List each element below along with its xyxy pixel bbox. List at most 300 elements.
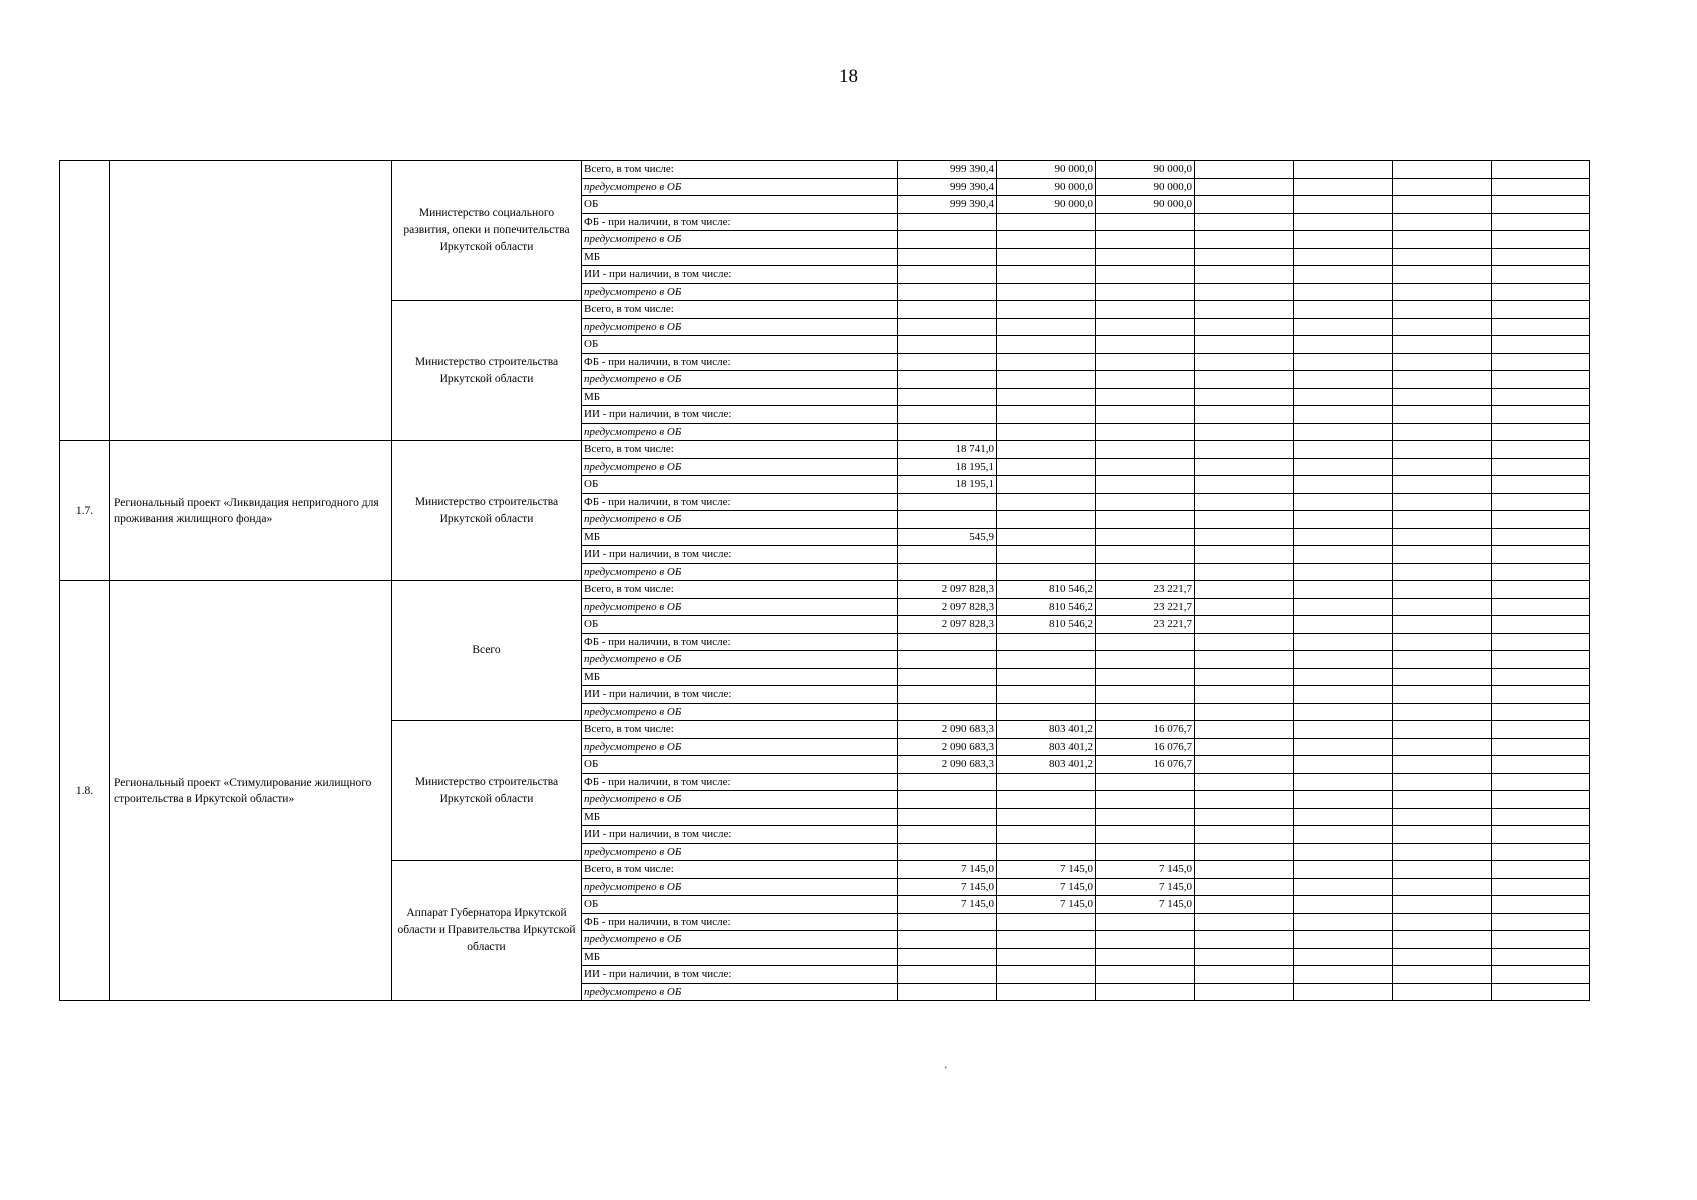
value-cell (1096, 318, 1195, 336)
value-cell (1294, 721, 1393, 739)
value-cell (1096, 546, 1195, 564)
value-cell (1096, 493, 1195, 511)
value-cell (1096, 931, 1195, 949)
value-cell (1294, 808, 1393, 826)
value-cell (1393, 476, 1492, 494)
value-cell (1393, 161, 1492, 179)
funding-source: предусмотрено в ОБ (582, 598, 898, 616)
value-cell: 16 076,7 (1096, 721, 1195, 739)
value-cell (1294, 283, 1393, 301)
funding-source: ОБ (582, 196, 898, 214)
value-cell (1195, 563, 1294, 581)
value-cell (1294, 248, 1393, 266)
value-cell (997, 808, 1096, 826)
value-cell: 2 097 828,3 (898, 581, 997, 599)
funding-source: МБ (582, 528, 898, 546)
value-cell (1195, 861, 1294, 879)
value-cell: 2 097 828,3 (898, 598, 997, 616)
value-cell (997, 826, 1096, 844)
value-cell (997, 371, 1096, 389)
value-cell (997, 913, 1096, 931)
value-cell (997, 983, 1096, 1001)
value-cell (1195, 406, 1294, 424)
funding-source: предусмотрено в ОБ (582, 983, 898, 1001)
funding-source: ИИ - при наличии, в том числе: (582, 406, 898, 424)
funding-source: предусмотрено в ОБ (582, 283, 898, 301)
funding-source: ФБ - при наличии, в том числе: (582, 773, 898, 791)
value-cell (1393, 616, 1492, 634)
project-name (110, 161, 392, 441)
value-cell (1492, 738, 1590, 756)
funding-source: ОБ (582, 336, 898, 354)
value-cell (1492, 301, 1590, 319)
value-cell (1195, 651, 1294, 669)
value-cell (1492, 388, 1590, 406)
value-cell (997, 563, 1096, 581)
funding-source: предусмотрено в ОБ (582, 843, 898, 861)
value-cell: 2 097 828,3 (898, 616, 997, 634)
value-cell (1096, 983, 1195, 1001)
value-cell: 90 000,0 (997, 178, 1096, 196)
value-cell (1195, 528, 1294, 546)
value-cell (1393, 931, 1492, 949)
value-cell (1096, 808, 1195, 826)
value-cell (1294, 371, 1393, 389)
value-cell (1195, 983, 1294, 1001)
value-cell (898, 388, 997, 406)
value-cell (1096, 948, 1195, 966)
value-cell (1195, 283, 1294, 301)
value-cell (1492, 458, 1590, 476)
value-cell (1096, 458, 1195, 476)
funding-source: ФБ - при наличии, в том числе: (582, 353, 898, 371)
value-cell (997, 931, 1096, 949)
value-cell (1393, 283, 1492, 301)
value-cell: 810 546,2 (997, 616, 1096, 634)
value-cell (898, 563, 997, 581)
value-cell (1096, 213, 1195, 231)
value-cell (1393, 301, 1492, 319)
budget-table (59, 160, 1590, 1001)
funding-source: предусмотрено в ОБ (582, 651, 898, 669)
value-cell (1492, 616, 1590, 634)
value-cell (1393, 983, 1492, 1001)
funding-source: предусмотрено в ОБ (582, 318, 898, 336)
value-cell (898, 948, 997, 966)
value-cell (1294, 598, 1393, 616)
value-cell (1492, 546, 1590, 564)
value-cell (898, 931, 997, 949)
value-cell (1294, 388, 1393, 406)
value-cell (997, 318, 1096, 336)
value-cell (1393, 511, 1492, 529)
value-cell (1195, 423, 1294, 441)
funding-source: МБ (582, 808, 898, 826)
value-cell (1492, 878, 1590, 896)
executor-name: Аппарат Губернатора Иркутской области и Правительства Иркутской области (392, 861, 582, 1001)
value-cell (1195, 248, 1294, 266)
value-cell (1393, 948, 1492, 966)
value-cell (1096, 528, 1195, 546)
value-cell (1294, 318, 1393, 336)
value-cell (1294, 493, 1393, 511)
value-cell (1195, 791, 1294, 809)
value-cell (1195, 213, 1294, 231)
value-cell (1393, 371, 1492, 389)
value-cell (1195, 668, 1294, 686)
funding-source: Всего, в том числе: (582, 721, 898, 739)
value-cell (997, 966, 1096, 984)
value-cell (1492, 861, 1590, 879)
value-cell (1492, 266, 1590, 284)
value-cell (1294, 878, 1393, 896)
value-cell (1195, 371, 1294, 389)
executor-name: Министерство строительства Иркутской области (392, 301, 582, 441)
funding-source: Всего, в том числе: (582, 161, 898, 179)
table-row (60, 161, 1590, 179)
executor-name: Министерство строительства Иркутской области (392, 441, 582, 581)
value-cell (997, 493, 1096, 511)
value-cell (1294, 511, 1393, 529)
value-cell (898, 791, 997, 809)
row-number: 1.8. (60, 581, 110, 1001)
value-cell (1294, 773, 1393, 791)
value-cell: 90 000,0 (997, 161, 1096, 179)
value-cell (1294, 756, 1393, 774)
value-cell (1195, 476, 1294, 494)
value-cell (1195, 336, 1294, 354)
value-cell (1195, 493, 1294, 511)
value-cell (997, 458, 1096, 476)
value-cell (1096, 686, 1195, 704)
page-number: 18 (839, 66, 858, 87)
project-name: Региональный проект «Ликвидация непригодного для проживания жилищного фонда» (110, 441, 392, 581)
value-cell (1294, 178, 1393, 196)
value-cell: 7 145,0 (1096, 861, 1195, 879)
value-cell (1195, 686, 1294, 704)
value-cell (1492, 703, 1590, 721)
value-cell (1492, 196, 1590, 214)
value-cell (997, 248, 1096, 266)
value-cell (898, 336, 997, 354)
value-cell (1492, 791, 1590, 809)
value-cell (1294, 476, 1393, 494)
value-cell: 2 090 683,3 (898, 756, 997, 774)
value-cell (1492, 721, 1590, 739)
value-cell (1492, 756, 1590, 774)
value-cell: 999 390,4 (898, 196, 997, 214)
funding-source: предусмотрено в ОБ (582, 511, 898, 529)
funding-source: предусмотрено в ОБ (582, 878, 898, 896)
value-cell (1195, 773, 1294, 791)
value-cell (1393, 703, 1492, 721)
value-cell (1393, 651, 1492, 669)
value-cell (1492, 966, 1590, 984)
value-cell (1294, 966, 1393, 984)
value-cell (1195, 546, 1294, 564)
value-cell (997, 948, 1096, 966)
value-cell (1096, 826, 1195, 844)
value-cell (1294, 528, 1393, 546)
value-cell (1393, 231, 1492, 249)
value-cell (1195, 301, 1294, 319)
value-cell (898, 983, 997, 1001)
stray-mark: ` (939, 1064, 949, 1078)
value-cell: 7 145,0 (1096, 878, 1195, 896)
funding-source: ФБ - при наличии, в том числе: (582, 913, 898, 931)
funding-source: предусмотрено в ОБ (582, 371, 898, 389)
value-cell (997, 476, 1096, 494)
value-cell (1294, 353, 1393, 371)
value-cell (1294, 458, 1393, 476)
value-cell (1096, 703, 1195, 721)
executor-name: Министерство социального развития, опеки и попечительства Иркутской области (392, 161, 582, 301)
value-cell: 810 546,2 (997, 598, 1096, 616)
value-cell (1492, 913, 1590, 931)
value-cell (898, 826, 997, 844)
value-cell (1096, 336, 1195, 354)
value-cell (1492, 248, 1590, 266)
value-cell (898, 213, 997, 231)
value-cell (1492, 528, 1590, 546)
value-cell (1492, 948, 1590, 966)
funding-source: предусмотрено в ОБ (582, 931, 898, 949)
value-cell (1294, 651, 1393, 669)
value-cell (1195, 721, 1294, 739)
value-cell (1492, 983, 1590, 1001)
value-cell (1294, 913, 1393, 931)
value-cell (1096, 476, 1195, 494)
value-cell (1096, 353, 1195, 371)
value-cell (898, 651, 997, 669)
value-cell (1393, 528, 1492, 546)
value-cell (1393, 633, 1492, 651)
value-cell: 16 076,7 (1096, 738, 1195, 756)
value-cell: 16 076,7 (1096, 756, 1195, 774)
funding-source: ФБ - при наличии, в том числе: (582, 633, 898, 651)
value-cell (898, 966, 997, 984)
value-cell (1294, 896, 1393, 914)
value-cell: 7 145,0 (898, 861, 997, 879)
value-cell (1393, 861, 1492, 879)
value-cell (1294, 703, 1393, 721)
value-cell (1294, 406, 1393, 424)
value-cell (898, 353, 997, 371)
value-cell (1492, 598, 1590, 616)
value-cell (898, 266, 997, 284)
table-row (60, 581, 1590, 599)
value-cell (997, 213, 1096, 231)
value-cell (898, 301, 997, 319)
value-cell (1393, 406, 1492, 424)
value-cell (1393, 878, 1492, 896)
value-cell (1393, 808, 1492, 826)
value-cell (997, 528, 1096, 546)
value-cell (1294, 581, 1393, 599)
value-cell (1195, 808, 1294, 826)
value-cell (1393, 966, 1492, 984)
value-cell (1096, 406, 1195, 424)
value-cell (898, 406, 997, 424)
value-cell (1294, 616, 1393, 634)
value-cell (1393, 266, 1492, 284)
value-cell (1195, 913, 1294, 931)
funding-source: Всего, в том числе: (582, 861, 898, 879)
value-cell (1492, 668, 1590, 686)
value-cell (1492, 896, 1590, 914)
value-cell (1195, 178, 1294, 196)
value-cell (1294, 161, 1393, 179)
value-cell (1195, 266, 1294, 284)
value-cell (1294, 231, 1393, 249)
value-cell (1393, 336, 1492, 354)
value-cell (1393, 388, 1492, 406)
value-cell (1195, 581, 1294, 599)
value-cell: 2 090 683,3 (898, 738, 997, 756)
value-cell (997, 511, 1096, 529)
funding-source: предусмотрено в ОБ (582, 458, 898, 476)
value-cell (997, 266, 1096, 284)
value-cell (1096, 511, 1195, 529)
value-cell (1492, 686, 1590, 704)
value-cell (898, 493, 997, 511)
row-number (60, 161, 110, 441)
value-cell (1096, 266, 1195, 284)
value-cell (1294, 983, 1393, 1001)
value-cell (1492, 318, 1590, 336)
value-cell (997, 546, 1096, 564)
value-cell (1294, 213, 1393, 231)
value-cell (1195, 318, 1294, 336)
value-cell: 7 145,0 (898, 896, 997, 914)
value-cell: 999 390,4 (898, 178, 997, 196)
value-cell: 18 195,1 (898, 458, 997, 476)
value-cell (1096, 441, 1195, 459)
funding-source: предусмотрено в ОБ (582, 231, 898, 249)
value-cell: 23 221,7 (1096, 581, 1195, 599)
value-cell: 23 221,7 (1096, 616, 1195, 634)
value-cell (1195, 738, 1294, 756)
value-cell (1393, 896, 1492, 914)
value-cell (1195, 826, 1294, 844)
value-cell (898, 546, 997, 564)
value-cell (1195, 353, 1294, 371)
value-cell (1492, 493, 1590, 511)
value-cell: 810 546,2 (997, 581, 1096, 599)
value-cell (1096, 668, 1195, 686)
value-cell (898, 633, 997, 651)
value-cell (1294, 791, 1393, 809)
value-cell (1195, 441, 1294, 459)
budget-table-body (60, 161, 1590, 1001)
funding-source: ФБ - при наличии, в том числе: (582, 493, 898, 511)
executor-name: Министерство строительства Иркутской области (392, 721, 582, 861)
value-cell (1096, 651, 1195, 669)
value-cell (1393, 738, 1492, 756)
value-cell (1294, 423, 1393, 441)
value-cell: 803 401,2 (997, 738, 1096, 756)
value-cell (1492, 563, 1590, 581)
value-cell (1096, 966, 1195, 984)
value-cell (1195, 756, 1294, 774)
value-cell (898, 703, 997, 721)
funding-source: ИИ - при наличии, в том числе: (582, 546, 898, 564)
value-cell: 7 145,0 (997, 861, 1096, 879)
value-cell (1492, 843, 1590, 861)
value-cell (997, 686, 1096, 704)
row-number: 1.7. (60, 441, 110, 581)
value-cell (898, 808, 997, 826)
value-cell (997, 301, 1096, 319)
value-cell (1195, 161, 1294, 179)
value-cell (1096, 423, 1195, 441)
value-cell (1096, 563, 1195, 581)
value-cell (1492, 353, 1590, 371)
value-cell (1393, 668, 1492, 686)
value-cell (898, 843, 997, 861)
funding-source: Всего, в том числе: (582, 581, 898, 599)
value-cell (1393, 581, 1492, 599)
value-cell (1195, 948, 1294, 966)
value-cell (1096, 283, 1195, 301)
value-cell (997, 651, 1096, 669)
value-cell (1294, 301, 1393, 319)
value-cell (997, 791, 1096, 809)
value-cell (1096, 791, 1195, 809)
value-cell: 7 145,0 (898, 878, 997, 896)
value-cell (1195, 231, 1294, 249)
value-cell (1294, 633, 1393, 651)
value-cell (1294, 441, 1393, 459)
value-cell (1195, 458, 1294, 476)
value-cell: 2 090 683,3 (898, 721, 997, 739)
value-cell (1294, 196, 1393, 214)
value-cell (898, 913, 997, 931)
value-cell (1492, 231, 1590, 249)
value-cell (1393, 196, 1492, 214)
value-cell (1294, 843, 1393, 861)
funding-source: ИИ - при наличии, в том числе: (582, 686, 898, 704)
value-cell (898, 668, 997, 686)
value-cell: 803 401,2 (997, 756, 1096, 774)
value-cell: 999 390,4 (898, 161, 997, 179)
value-cell (1492, 406, 1590, 424)
value-cell (1294, 861, 1393, 879)
value-cell (1096, 301, 1195, 319)
value-cell (1096, 371, 1195, 389)
value-cell (1096, 388, 1195, 406)
value-cell (898, 511, 997, 529)
value-cell (997, 633, 1096, 651)
value-cell (1393, 773, 1492, 791)
value-cell (1393, 178, 1492, 196)
project-name: Региональный проект «Стимулирование жилищного строительства в Иркутской области» (110, 581, 392, 1001)
value-cell (1393, 598, 1492, 616)
value-cell (898, 231, 997, 249)
value-cell (1393, 563, 1492, 581)
value-cell (1393, 248, 1492, 266)
value-cell (1096, 633, 1195, 651)
value-cell (1096, 248, 1195, 266)
value-cell (1195, 843, 1294, 861)
funding-source: МБ (582, 388, 898, 406)
value-cell (1492, 371, 1590, 389)
value-cell (1393, 546, 1492, 564)
value-cell (997, 441, 1096, 459)
funding-source: МБ (582, 248, 898, 266)
value-cell (1492, 931, 1590, 949)
value-cell (1393, 441, 1492, 459)
